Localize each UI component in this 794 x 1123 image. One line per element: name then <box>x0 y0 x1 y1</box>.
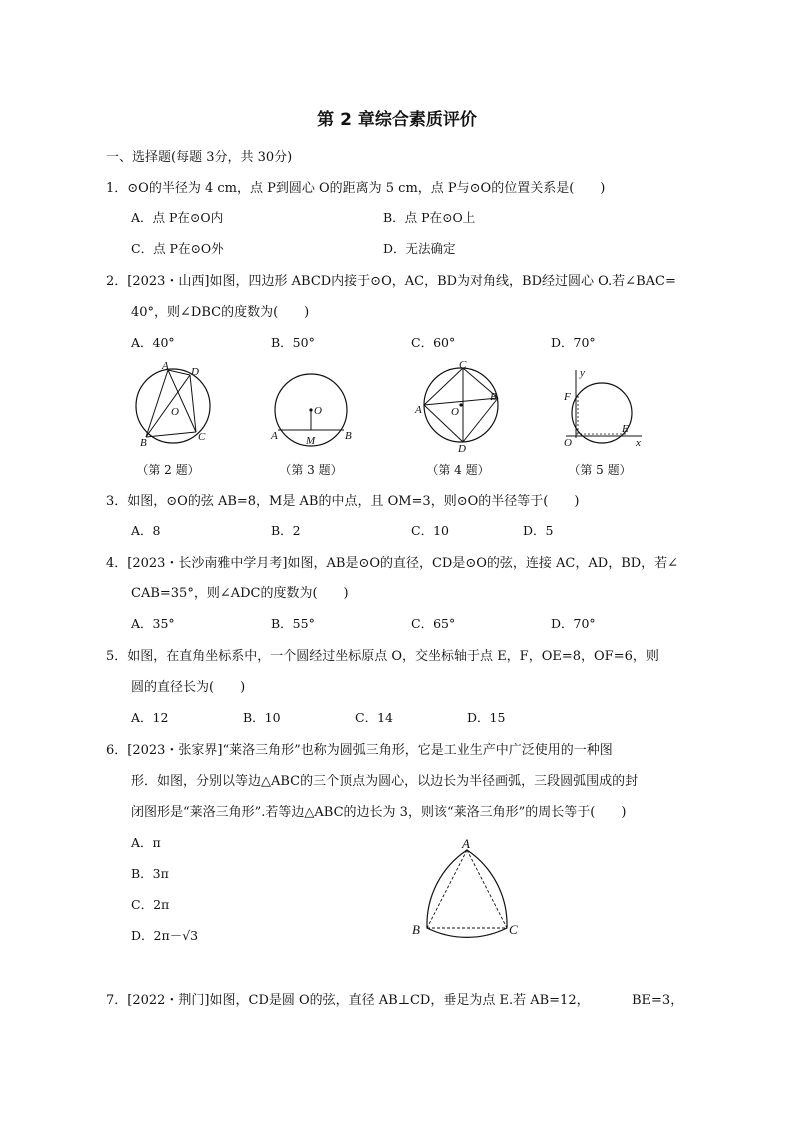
fig6-label-c: C <box>509 922 518 937</box>
question-6-line-3: 闭图形是“莱洛三角形”.若等边△ABC的边长为 3，则该“莱洛三角形”的周长等于( ) <box>131 805 627 820</box>
q4-option-b: B．55° <box>271 616 315 631</box>
fig6-label-a: A <box>462 836 470 851</box>
caption-q5: （第 5 题） <box>568 463 632 477</box>
fig4-label-c: C <box>459 359 467 371</box>
q6-option-a: A．π <box>131 835 161 850</box>
q2-option-a: A．40° <box>131 335 175 350</box>
caption-q2: （第 2 题） <box>136 463 200 477</box>
q6-option-b: B．3π <box>131 866 169 881</box>
q3-option-b: B．2 <box>271 523 301 538</box>
fig5-label-x: x <box>636 437 641 449</box>
caption-q3: （第 3 题） <box>279 463 343 477</box>
q1-option-c: C．点 P在⊙O外 <box>131 241 224 256</box>
fig4-label-b: B <box>490 391 497 403</box>
q3-option-d: D．5 <box>523 523 554 538</box>
question-5-line-1: 5．如图，在直角坐标系中，一个圆经过坐标原点 O，交坐标轴于点 E，F，OE=8，OF=6，则 <box>106 649 659 664</box>
question-2-line-2: 40°，则∠DBC的度数为( ) <box>131 305 310 320</box>
caption-q4: （第 4 题） <box>426 463 490 477</box>
q1-option-d: D．无法确定 <box>383 241 456 256</box>
question-7-line-1-tail: BE=3， <box>632 993 684 1008</box>
q3-option-c: C．10 <box>411 523 449 538</box>
question-7-line-1: 7．[2022・荆门]如图，CD是圆 O的弦，直径 AB⊥CD，垂足为点 E.若 AB=12， <box>106 993 590 1008</box>
figure-q2 <box>128 360 218 452</box>
fig5-label-o: O <box>564 437 572 449</box>
fig2-label-c: C <box>198 431 206 443</box>
q6-option-c: C．2π <box>131 897 170 912</box>
fig3-label-m: M <box>306 435 316 447</box>
q2-option-b: B．50° <box>271 335 315 350</box>
figure-q5 <box>556 366 652 452</box>
page-title: 第 2 章综合素质评价 <box>317 110 477 130</box>
question-5-line-2: 圆的直径长为( ) <box>131 680 246 695</box>
fig2-label-d: D <box>191 366 199 378</box>
question-3-stem: 3．如图，⊙O的弦 AB=8，M是 AB的中点，且 OM=3，则⊙O的半径等于( ) <box>106 494 580 509</box>
q2-option-d: D．70° <box>551 335 596 350</box>
question-4-line-1: 4．[2023・长沙南雅中学月考]如图，AB是⊙O的直径，CD是⊙O的弦，连接 AC，AD，BD，若∠ <box>106 556 679 571</box>
fig2-label-b: B <box>140 437 147 449</box>
q5-option-d: D．15 <box>467 710 506 725</box>
section-heading: 一、选择题(每题 3分，共 30分) <box>106 150 293 165</box>
fig5-label-f: F <box>564 391 571 403</box>
question-1-stem: 1．⊙O的半径为 4 cm，点 P到圆心 O的距离为 5 cm，点 P与⊙O的位置关系是( ) <box>106 181 606 196</box>
fig4-label-d: D <box>458 443 466 452</box>
fig2-label-o: O <box>171 406 179 418</box>
fig6-label-b: B <box>412 922 420 937</box>
q2-option-c: C．60° <box>411 335 456 350</box>
fig5-label-y: y <box>580 367 585 379</box>
q3-option-a: A．8 <box>131 523 161 538</box>
figure-q6-reuleaux-triangle <box>405 836 529 944</box>
q5-option-c: C．14 <box>355 710 393 725</box>
q5-option-b: B．10 <box>243 710 281 725</box>
question-2-line-1: 2．[2023・山西]如图，四边形 ABCD内接于⊙O，AC，BD为对角线，BD经过圆心 O.若∠BAC= <box>106 274 676 289</box>
q4-option-a: A．35° <box>131 616 175 631</box>
fig5-label-e: E <box>622 423 629 435</box>
q6-option-d: D．2π－√3 <box>131 928 199 943</box>
question-6-line-1: 6．[2023・张家界]“莱洛三角形”也称为圆弧三角形，它是工业生产中广泛使用的一种图 <box>106 743 613 758</box>
question-4-line-2: CAB=35°，则∠ADC的度数为( ) <box>131 586 349 601</box>
q5-option-a: A．12 <box>131 710 169 725</box>
fig3-label-b: B <box>345 430 352 442</box>
figure-q4 <box>411 358 503 452</box>
q4-option-d: D．70° <box>551 616 596 631</box>
q4-option-c: C．65° <box>411 616 456 631</box>
figure-q3 <box>266 366 356 448</box>
q1-option-b: B．点 P在⊙O上 <box>383 210 476 225</box>
fig4-label-o: O <box>451 406 459 418</box>
fig3-label-o: O <box>314 405 322 417</box>
fig2-label-a: A <box>162 360 169 372</box>
q1-option-a: A．点 P在⊙O内 <box>131 210 224 225</box>
fig4-label-a: A <box>415 404 422 416</box>
question-6-line-2: 形．如图，分别以等边△ABC的三个顶点为圆心，以边长为半径画弧，三段圆弧围成的封 <box>131 774 639 789</box>
fig3-label-a: A <box>271 430 278 442</box>
